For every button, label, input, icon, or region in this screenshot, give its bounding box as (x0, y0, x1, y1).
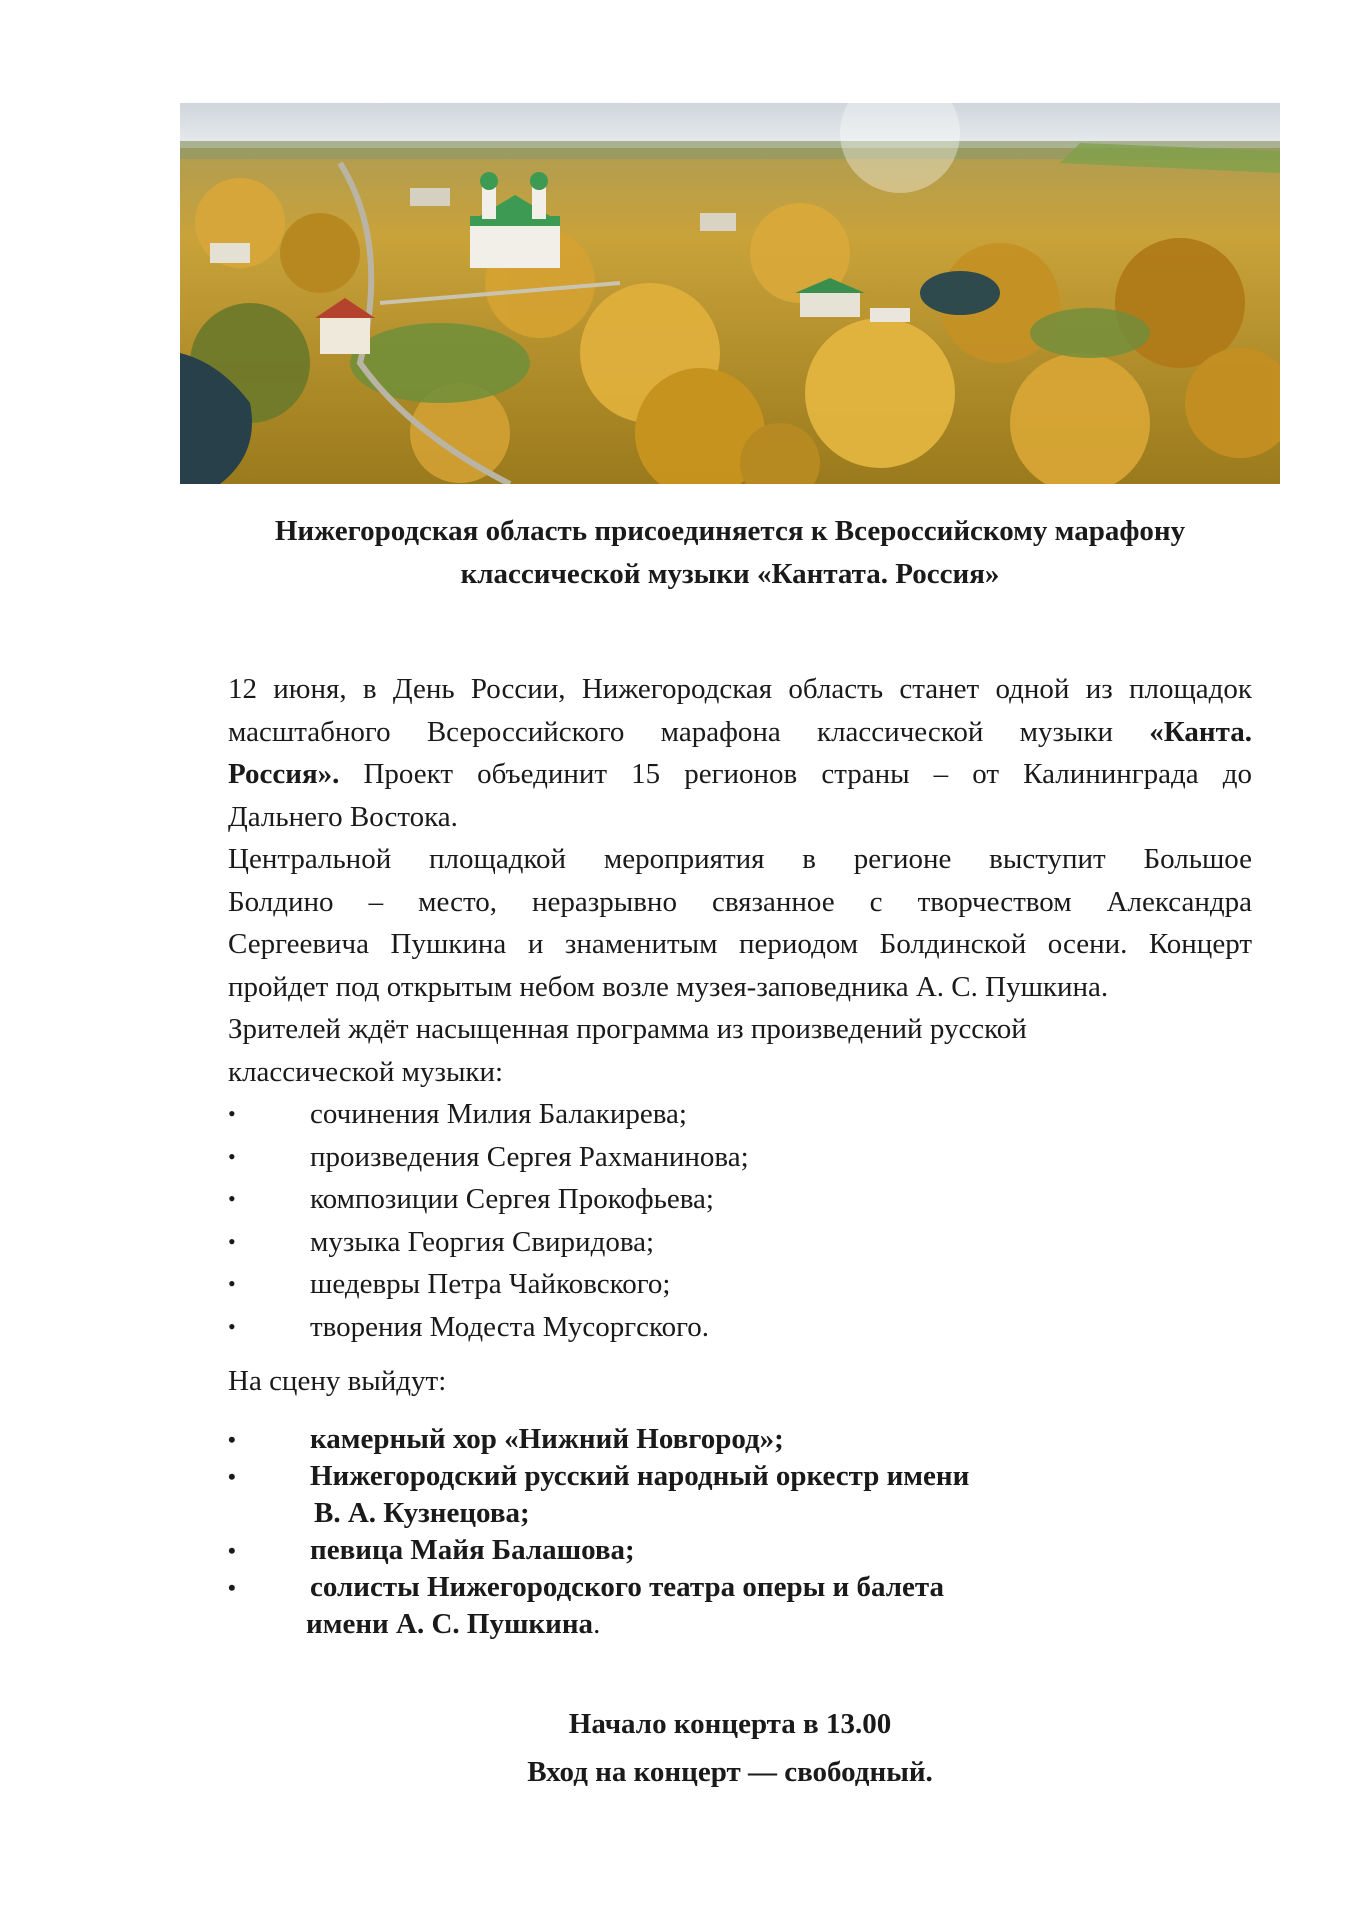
text-span: Проект объединит 15 регионов страны – от Калининграда до (339, 758, 1252, 790)
project-name-bold: Россия». (228, 758, 340, 790)
list-item (228, 1569, 1252, 1643)
start-time: Начало концерта в 13.00 (568, 1708, 892, 1740)
entry-info: Вход на концерт — свободный. (527, 1756, 933, 1788)
performer-line (306, 1606, 1252, 1643)
text-span: . (593, 1607, 601, 1640)
venue-line: Болдино – место, неразрывно связанное с творчеством Александра (228, 885, 1252, 918)
list-item: • творения Модеста Мусоргского. (228, 1306, 1252, 1349)
list-item (228, 1458, 1252, 1532)
article-body (228, 668, 1252, 1643)
aerial-village-photo (180, 103, 1280, 484)
list-item: • композиции Сергея Прокофьева; (228, 1178, 1252, 1221)
intro-line: Дальнего Востока. (228, 800, 458, 833)
intro-line (228, 711, 1252, 754)
performers-list (228, 1421, 1252, 1643)
list-item: • сочинения Милия Балакирева; (228, 1093, 1252, 1136)
headline-line-2: классической музыки «Кантата. Россия» (460, 558, 1000, 590)
venue-line: Сергеевича Пушкина и знаменитым периодом Болдинской осени. Концерт (228, 928, 1252, 960)
program-list (228, 1093, 1252, 1348)
headline-line-1: Нижегородская область присоединяется к Всероссийскому марафону (274, 515, 1186, 547)
list-item: • музыка Георгия Свиридова; (228, 1221, 1252, 1264)
program-intro-line: классической музыки: (228, 1055, 504, 1088)
list-item: • певица Майя Балашова; (228, 1532, 1252, 1569)
list-item: • шедевры Петра Чайковского; (228, 1263, 1252, 1306)
performers-intro: На сцену выйдут: (228, 1365, 447, 1397)
concert-info (180, 1700, 1280, 1796)
list-item: • произведения Сергея Рахманинова; (228, 1136, 1252, 1179)
text-span: имени А. С. Пушкина (306, 1607, 594, 1640)
performer-line: Нижегородский русский народный оркестр имени (310, 1459, 970, 1492)
intro-line (228, 753, 1252, 796)
list-item: • камерный хор «Нижний Новгород»; (228, 1421, 1252, 1458)
aerial-autumn-village-icon (180, 103, 1280, 484)
project-name-bold: «Канта. (1149, 715, 1252, 748)
performer-line: В. А. Кузнецова; (314, 1496, 530, 1529)
venue-line: пройдет под открытым небом возле музея-заповедника А. С. Пушкина. (228, 970, 1109, 1003)
intro-line: 12 июня, в День России, Нижегородская область станет одной из площадок (228, 673, 1252, 705)
program-intro-line: Зрителей ждёт насыщенная программа из произведений русской (228, 1013, 1027, 1045)
text-span: масштабного Всероссийского марафона классической музыки (228, 715, 1150, 748)
headline (180, 510, 1280, 596)
performer-line: солисты Нижегородского театра оперы и балета (310, 1570, 944, 1603)
venue-line: Центральной площадкой мероприятия в регионе выступит Большое (228, 843, 1252, 875)
